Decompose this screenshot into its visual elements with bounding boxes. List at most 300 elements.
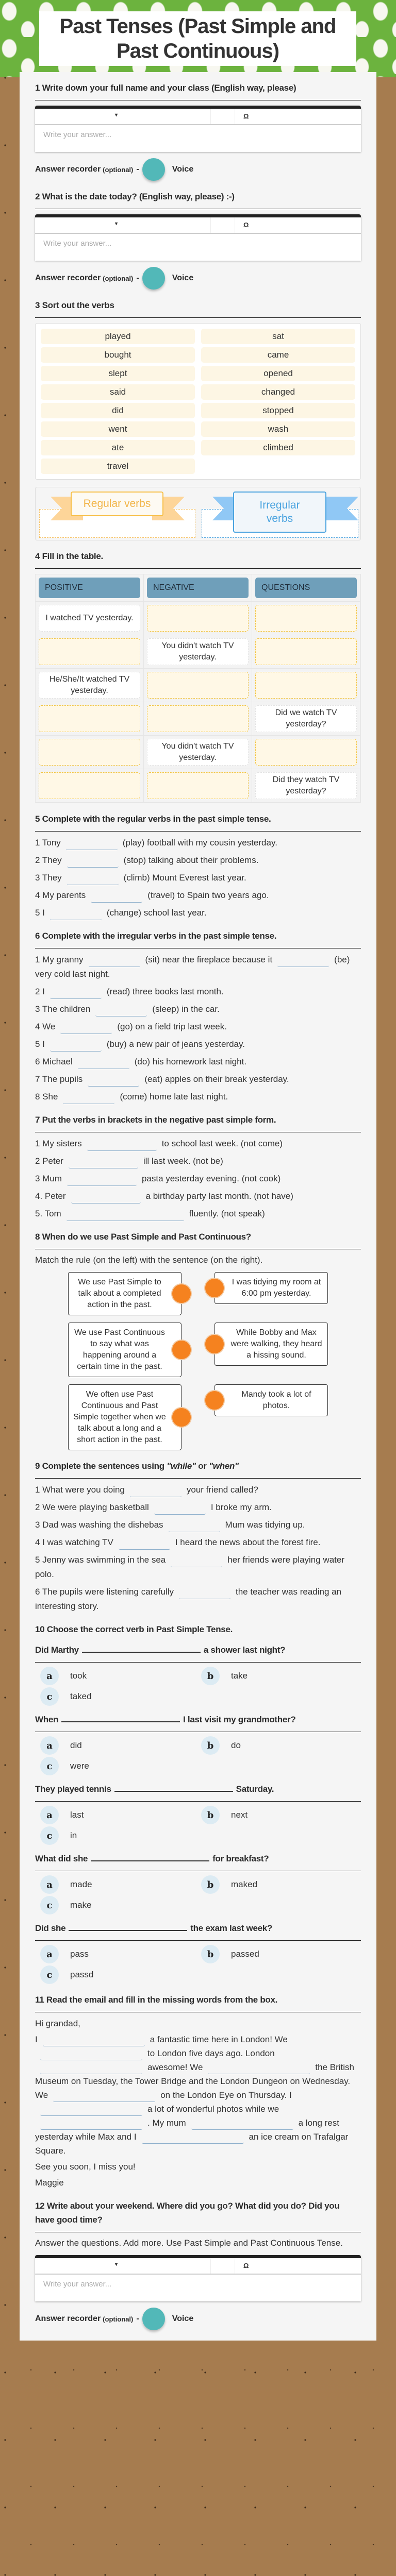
question-prompt [35, 1783, 361, 1802]
email-text-segment: an ice cream on Trafalgar Square. [35, 2132, 349, 2156]
question-5 [35, 812, 361, 920]
gap-sentence [35, 1137, 361, 1151]
table-cell [252, 635, 360, 669]
answer-textarea[interactable]: Write your answer... [43, 239, 112, 248]
sentence-text: to school last week. (not come) [161, 1139, 283, 1148]
email-text-segment: to London five days ago. London [147, 2048, 275, 2058]
table-cell [144, 669, 252, 702]
multiple-choice-question [35, 1922, 361, 1984]
drop-slot[interactable] [147, 605, 249, 632]
sentence-text: 2 Peter [35, 1156, 63, 1166]
option-a[interactable] [40, 1945, 201, 1963]
email-text-segment: on the London Eye on Thursday. I [160, 2090, 292, 2100]
answer-blank[interactable] [50, 1040, 102, 1052]
given-sentence: He/She/It watched TV yesterday. [39, 672, 140, 699]
table-cell [144, 769, 252, 803]
sentence-text: 5. Tom [35, 1209, 61, 1218]
email-body [35, 2032, 361, 2158]
verb-tile[interactable]: came [201, 347, 355, 363]
connector-dot[interactable] [171, 1407, 192, 1428]
option-c[interactable] [40, 1896, 201, 1914]
rule-card[interactable] [68, 1272, 182, 1315]
email-greeting: Hi grandad, [35, 2019, 80, 2028]
drop-slot[interactable] [39, 772, 140, 799]
recorder-label: Answer recorder [35, 274, 101, 282]
answer-blank[interactable] [40, 2119, 142, 2130]
question-10 [35, 1623, 361, 1984]
question-title: 3 Sort out the verbs [35, 299, 361, 318]
sentence-text: (be) very cold last night. [35, 955, 350, 979]
gap-sentence [35, 1518, 361, 1532]
sentence-card[interactable] [214, 1384, 328, 1416]
sentence-text: I broke my arm. [210, 1502, 272, 1512]
verb-tile[interactable]: opened [201, 366, 355, 381]
connector-dot[interactable] [204, 1334, 225, 1354]
option-text: next [231, 1810, 248, 1820]
gap-sentence [35, 1553, 361, 1582]
drop-slot[interactable] [255, 672, 357, 699]
answer-blank[interactable] [63, 1093, 114, 1104]
option-letter-bubble: b [201, 1667, 220, 1685]
column-header: POSITIVE [39, 578, 140, 598]
answer-blank[interactable] [169, 1521, 220, 1532]
special-character-icon[interactable]: Ω [243, 221, 249, 229]
question-3 [35, 299, 361, 540]
answer-blank[interactable] [88, 1075, 139, 1087]
title-text: or [198, 1461, 207, 1471]
answer-blank[interactable] [171, 1556, 222, 1567]
title-word-while: "while" [167, 1461, 196, 1471]
sentence-text: 3 Mum [35, 1174, 62, 1183]
rich-text-editor [35, 106, 361, 152]
option-a[interactable] [40, 1806, 201, 1824]
email-signature: Maggie [35, 2178, 64, 2188]
sentence-card[interactable] [214, 1323, 328, 1366]
answer-blank[interactable] [66, 839, 118, 850]
table-cell [144, 602, 252, 635]
option-letter-bubble: a [40, 1806, 59, 1824]
answer-blank[interactable] [53, 2091, 155, 2102]
gap-sentence [35, 1090, 361, 1104]
option-b[interactable] [201, 1875, 361, 1894]
question-title: 10 Choose the correct verb in Past Simple Tense. [35, 1624, 233, 1634]
sentence-text: 4 We [35, 1022, 56, 1031]
special-character-icon[interactable]: Ω [243, 2262, 249, 2269]
title-text: 9 Complete the sentences using [35, 1461, 164, 1471]
record-voice-button[interactable] [142, 267, 165, 290]
recorder-optional-label: (optional) [103, 274, 134, 282]
answer-blank[interactable] [67, 1210, 184, 1221]
special-character-icon[interactable]: Ω [243, 112, 249, 120]
question-prompt [35, 1713, 361, 1732]
verb-tile[interactable]: travel [41, 459, 195, 474]
table-cell [252, 702, 360, 736]
sentence-text: 6 Michael [35, 1057, 73, 1066]
drop-slot[interactable] [147, 772, 249, 799]
connector-dot[interactable] [204, 1278, 225, 1298]
gap-sentence [35, 1072, 361, 1087]
connector-dot[interactable] [171, 1283, 192, 1304]
page-title: Past Tenses (Past Simple and Past Continuous) [39, 11, 356, 66]
gap-sentence [35, 1037, 361, 1052]
gap-sentence [35, 985, 361, 999]
question-title: 8 When do we use Past Simple and Past Continuous? [35, 1230, 361, 1249]
sentence-text: (buy) a new pair of jeans yesterday. [106, 1039, 245, 1049]
sentence-text: your friend called? [186, 1485, 258, 1495]
gap-sentence [35, 1207, 361, 1221]
recorder-optional-label: (optional) [103, 165, 134, 174]
drop-slot[interactable] [147, 705, 249, 732]
sentence-text: 7 The pupils [35, 1074, 83, 1084]
option-letter-bubble: a [40, 1945, 59, 1963]
verb-tile[interactable]: did [41, 403, 195, 418]
answer-blank[interactable] [71, 1192, 141, 1204]
drop-slot[interactable] [39, 739, 140, 766]
drop-slot[interactable] [255, 739, 357, 766]
table-cell [36, 669, 144, 702]
table-cell [36, 736, 144, 769]
sentence-text: 4 I was watching TV [35, 1537, 113, 1547]
recorder-label: Answer recorder [35, 2314, 101, 2323]
drop-slot[interactable] [255, 638, 357, 665]
answer-blank[interactable] [119, 1538, 170, 1550]
answer-blank[interactable] [89, 956, 140, 967]
option-text: make [70, 1900, 92, 1910]
rule-card[interactable] [68, 1384, 182, 1450]
option-text: took [70, 1671, 87, 1681]
sentence-text: (read) three books last month. [106, 987, 224, 996]
rich-text-editor [35, 214, 361, 261]
option-c[interactable] [40, 1826, 201, 1845]
sentence-text: (go) on a field trip last week. [117, 1022, 227, 1031]
answer-blank[interactable] [95, 1005, 147, 1016]
question-title: 11 Read the email and fill in the missing words from the box. [35, 1993, 361, 2012]
sentence-text: 2 I [35, 987, 45, 996]
table-cell [36, 702, 144, 736]
sentence-text: pasta yesterday evening. (not cook) [141, 1174, 281, 1183]
email-text-segment: . My mum [147, 2118, 186, 2128]
verb-tile[interactable]: slept [41, 366, 195, 381]
question-1 [35, 81, 361, 181]
sentence-text: a birthday party last month. (not have) [145, 1191, 293, 1201]
answer-blank[interactable] [50, 988, 102, 999]
prompt-text: the exam last week? [190, 1923, 273, 1933]
question-title: 12 Write about your weekend. Where did you go? What did you do? Did you have good time? [35, 2199, 361, 2232]
option-letter-bubble: a [40, 1667, 59, 1685]
answer-blank[interactable] [50, 909, 102, 920]
title-word-when: "when" [209, 1461, 239, 1471]
answer-blank[interactable] [87, 1140, 157, 1151]
verb-tile[interactable]: ate [41, 440, 195, 455]
gap-sentence [35, 1020, 361, 1034]
given-sentence: You didn't watch TV yesterday. [147, 638, 249, 665]
editor-toolbar [35, 2258, 361, 2275]
table-cell [252, 736, 360, 769]
answer-blank[interactable] [277, 956, 329, 967]
rule-card[interactable] [68, 1323, 182, 1377]
sentence-text: the teacher was reading an interesting story. [35, 1587, 342, 1611]
connector-dot[interactable] [171, 1340, 192, 1360]
option-b[interactable] [201, 1736, 361, 1755]
gap-sentence [35, 1172, 361, 1186]
option-a[interactable] [40, 1736, 201, 1755]
gap-sentence [35, 1483, 361, 1497]
option-letter-bubble: c [40, 1757, 59, 1775]
table-header-cell [36, 574, 144, 602]
sentence-text: 5 I [35, 908, 45, 918]
verb-bank [35, 323, 361, 480]
sentence-text: 1 My sisters [35, 1139, 82, 1148]
sentence-text: (eat) apples on their break yesterday. [144, 1074, 289, 1084]
sentence-text: 3 The children [35, 1004, 91, 1014]
sentence-text: Mandy took a lot of photos. [241, 1390, 311, 1410]
option-text: maked [231, 1879, 258, 1889]
sentence-text: (sit) near the fireplace because it [145, 955, 273, 964]
verb-tile[interactable]: changed [201, 384, 355, 400]
toolbar-divider [210, 2258, 211, 2274]
gap-sentence [35, 836, 361, 850]
sentence-text: 3 Dad was washing the dishebas [35, 1520, 163, 1530]
table-cell [144, 702, 252, 736]
prompt-blank [61, 1713, 180, 1722]
column-header: NEGATIVE [147, 578, 249, 598]
connector-dot[interactable] [204, 1390, 225, 1411]
sentence-text: (come) home late last night. [120, 1092, 228, 1101]
option-letter-bubble: c [40, 1826, 59, 1845]
multiple-choice-question [35, 1643, 361, 1706]
table-cell [36, 769, 144, 803]
recorder-dash: - [136, 2314, 139, 2323]
answer-blank[interactable] [67, 856, 119, 868]
prompt-text: Did Marthy [35, 1645, 79, 1655]
question-prompt [35, 1852, 361, 1871]
answer-options [35, 1875, 361, 1914]
sentence-text: 5 I [35, 1039, 45, 1049]
answer-blank[interactable] [179, 1588, 230, 1599]
table-header-cell [144, 574, 252, 602]
column-header: QUESTIONS [255, 578, 357, 598]
ribbon-tail [326, 497, 358, 520]
answer-options [35, 1736, 361, 1775]
answer-blank[interactable] [142, 2132, 244, 2144]
sentence-text: (sleep) in the car. [152, 1004, 220, 1014]
prompt-blank [82, 1643, 201, 1653]
drop-slot[interactable] [147, 672, 249, 699]
question-4 [35, 550, 361, 803]
answer-blank[interactable] [154, 1503, 206, 1515]
rule-text: We use Past Continuous to say what was happening around a certain time in the past. [74, 1328, 165, 1371]
verb-tile[interactable]: bought [41, 347, 195, 363]
email-text-segment: a lot of wonderful photos while we [147, 2104, 279, 2114]
answer-blank[interactable] [43, 2035, 145, 2046]
sentence-text: 4. Peter [35, 1191, 66, 1201]
drop-slot[interactable] [39, 638, 140, 665]
answer-blank[interactable] [130, 1486, 182, 1497]
question-title: 6 Complete with the irregular verbs in the past simple tense. [35, 929, 361, 948]
rule-text: We use Past Simple to talk about a completed action in the past. [78, 1278, 161, 1309]
sentence-text: 1 My granny [35, 955, 84, 964]
sentence-text: (change) school last year. [106, 908, 207, 918]
sentence-text: fluently. (not speak) [189, 1209, 265, 1218]
question-prompt [35, 1922, 361, 1941]
recorder-label: Answer recorder [35, 165, 101, 174]
table-cell [252, 769, 360, 803]
prompt-text: Saturday. [236, 1784, 274, 1794]
option-c[interactable] [40, 1687, 201, 1706]
sentence-text: 6 The pupils were listening carefully [35, 1587, 174, 1597]
option-text: last [70, 1810, 84, 1820]
table-header-cell [252, 574, 360, 602]
option-letter-bubble: a [40, 1875, 59, 1894]
table-cell [252, 602, 360, 635]
question-9 [35, 1460, 361, 1614]
answer-blank[interactable] [69, 1157, 138, 1168]
answer-blank[interactable] [60, 1023, 112, 1034]
option-b[interactable] [201, 1667, 361, 1685]
sentence-card[interactable] [214, 1272, 328, 1304]
format-dropdown-icon[interactable]: ▾ [115, 221, 118, 227]
format-dropdown-icon[interactable]: ▾ [115, 2262, 118, 2267]
option-letter-bubble: c [40, 1687, 59, 1706]
sentence-text: While Bobby and Max were walking, they heard a hissing sound. [230, 1328, 322, 1360]
verb-tile[interactable]: said [41, 384, 195, 400]
gap-sentence [35, 1055, 361, 1069]
answer-options [35, 1945, 361, 1984]
option-b[interactable] [201, 1806, 361, 1824]
record-voice-button[interactable] [142, 158, 165, 181]
email-text-segment: a long rest yesterday while Max and I [35, 2118, 339, 2142]
gap-sentence [35, 1154, 361, 1168]
verb-tile[interactable]: went [41, 421, 195, 437]
question-title: 4 Fill in the table. [35, 550, 361, 569]
option-a[interactable] [40, 1875, 201, 1894]
option-text: were [70, 1761, 89, 1771]
option-letter-bubble: b [201, 1806, 220, 1824]
answer-blank[interactable] [91, 891, 142, 903]
answer-blank[interactable] [67, 874, 119, 885]
answer-blank[interactable] [191, 2119, 293, 2130]
option-text: did [70, 1740, 82, 1750]
email-text-segment: a fantastic time here in London! We [150, 2035, 288, 2044]
multiple-choice-question [35, 1713, 361, 1775]
option-letter-bubble: b [201, 1945, 220, 1963]
format-dropdown-icon[interactable]: ▾ [115, 112, 118, 118]
email-text-segment: the British Museum on Tuesday, the Tower Bridge and the London Dungeon on Wednesday. We [35, 2062, 354, 2100]
question-title: 7 Put the verbs in brackets in the negative past simple form. [35, 1113, 361, 1132]
answer-textarea[interactable]: Write your answer... [43, 130, 112, 139]
record-voice-button[interactable] [142, 2308, 165, 2330]
verb-tile[interactable]: climbed [201, 440, 355, 455]
sentence-text: 2 We were playing basketball [35, 1502, 149, 1512]
sentence-text: (travel) to Spain two years ago. [147, 890, 269, 900]
recorder-optional-label: (optional) [103, 2315, 134, 2323]
question-title: 2 What is the date today? (English way, please) :-) [35, 190, 361, 209]
question-11 [35, 1993, 361, 2190]
option-text: taked [70, 1691, 92, 1701]
recorder-dash: - [136, 274, 139, 282]
question-8 [35, 1230, 361, 1450]
drop-slot[interactable] [39, 705, 140, 732]
sentence-text: 8 She [35, 1092, 58, 1101]
option-b[interactable] [201, 1945, 361, 1963]
option-text: in [70, 1831, 77, 1840]
table-cell [36, 602, 144, 635]
option-letter-bubble: c [40, 1965, 59, 1984]
gap-sentence [35, 871, 361, 885]
sentence-text: 1 Tony [35, 838, 61, 848]
option-c[interactable] [40, 1965, 201, 1984]
sentence-text: (stop) talking about their problems. [123, 855, 259, 865]
sentence-text: 2 They [35, 855, 62, 865]
sentence-text: 3 They [35, 873, 62, 883]
gap-sentence [35, 906, 361, 920]
question-7 [35, 1113, 361, 1221]
prompt-blank [91, 1852, 209, 1861]
answer-blank[interactable] [78, 1058, 129, 1069]
gap-sentence [35, 1002, 361, 1016]
sentence-text: (climb) Mount Everest last year. [123, 873, 246, 883]
answer-recorder [35, 2308, 361, 2330]
rich-text-editor [35, 2255, 361, 2301]
irregular-verbs-label: Irregular verbs [233, 492, 326, 533]
gap-sentence [35, 853, 361, 868]
sort-drop-area [35, 487, 361, 540]
verb-tile[interactable]: sat [201, 329, 355, 344]
given-sentence: You didn't watch TV yesterday. [147, 739, 249, 766]
multiple-choice-question [35, 1852, 361, 1914]
regular-verbs-label: Regular verbs [71, 492, 163, 516]
gap-sentence [35, 1585, 361, 1614]
option-a[interactable] [40, 1667, 201, 1685]
option-text: take [231, 1671, 248, 1681]
answer-recorder [35, 158, 361, 181]
prompt-blank [114, 1783, 233, 1792]
instruction: Answer the questions. Add more. Use Past Simple and Past Continuous Tense. [35, 2238, 343, 2248]
verb-tile[interactable]: wash [201, 421, 355, 437]
sentence-text: (play) football with my cousin yesterday. [122, 838, 277, 848]
matching-area [35, 1272, 361, 1450]
question-12 [35, 2199, 361, 2330]
option-text: made [70, 1879, 92, 1889]
prompt-text: Did she [35, 1923, 66, 1933]
answer-blank[interactable] [40, 2049, 142, 2060]
option-letter-bubble: a [40, 1736, 59, 1755]
answer-options [35, 1667, 361, 1706]
prompt-text: When [35, 1715, 59, 1724]
option-c[interactable] [40, 1757, 201, 1775]
given-sentence: Did we watch TV yesterday? [255, 705, 357, 732]
question-title [35, 1460, 361, 1479]
toolbar-divider [210, 217, 211, 233]
answer-blank[interactable] [40, 2063, 142, 2074]
sentence-text: 1 What were you doing [35, 1485, 125, 1495]
verb-tile[interactable]: stopped [201, 403, 355, 418]
email-text [35, 2016, 361, 2190]
answer-textarea[interactable]: Write your answer... [43, 2280, 112, 2289]
table-cell [36, 635, 144, 669]
answer-blank[interactable] [67, 1175, 137, 1186]
option-text: passd [70, 1970, 94, 1979]
sentence-text: (do) his homework last night. [134, 1057, 247, 1066]
answer-blank[interactable] [40, 2105, 142, 2116]
answer-blank[interactable] [208, 2063, 310, 2074]
verb-tile[interactable]: played [41, 329, 195, 344]
voice-label: Voice [172, 165, 194, 174]
worksheet-card [20, 72, 376, 2341]
sentence-text: I heard the news about the forest fire. [175, 1537, 321, 1547]
sentence-text: Mum was tidying up. [225, 1520, 305, 1530]
drop-slot[interactable] [255, 605, 357, 632]
